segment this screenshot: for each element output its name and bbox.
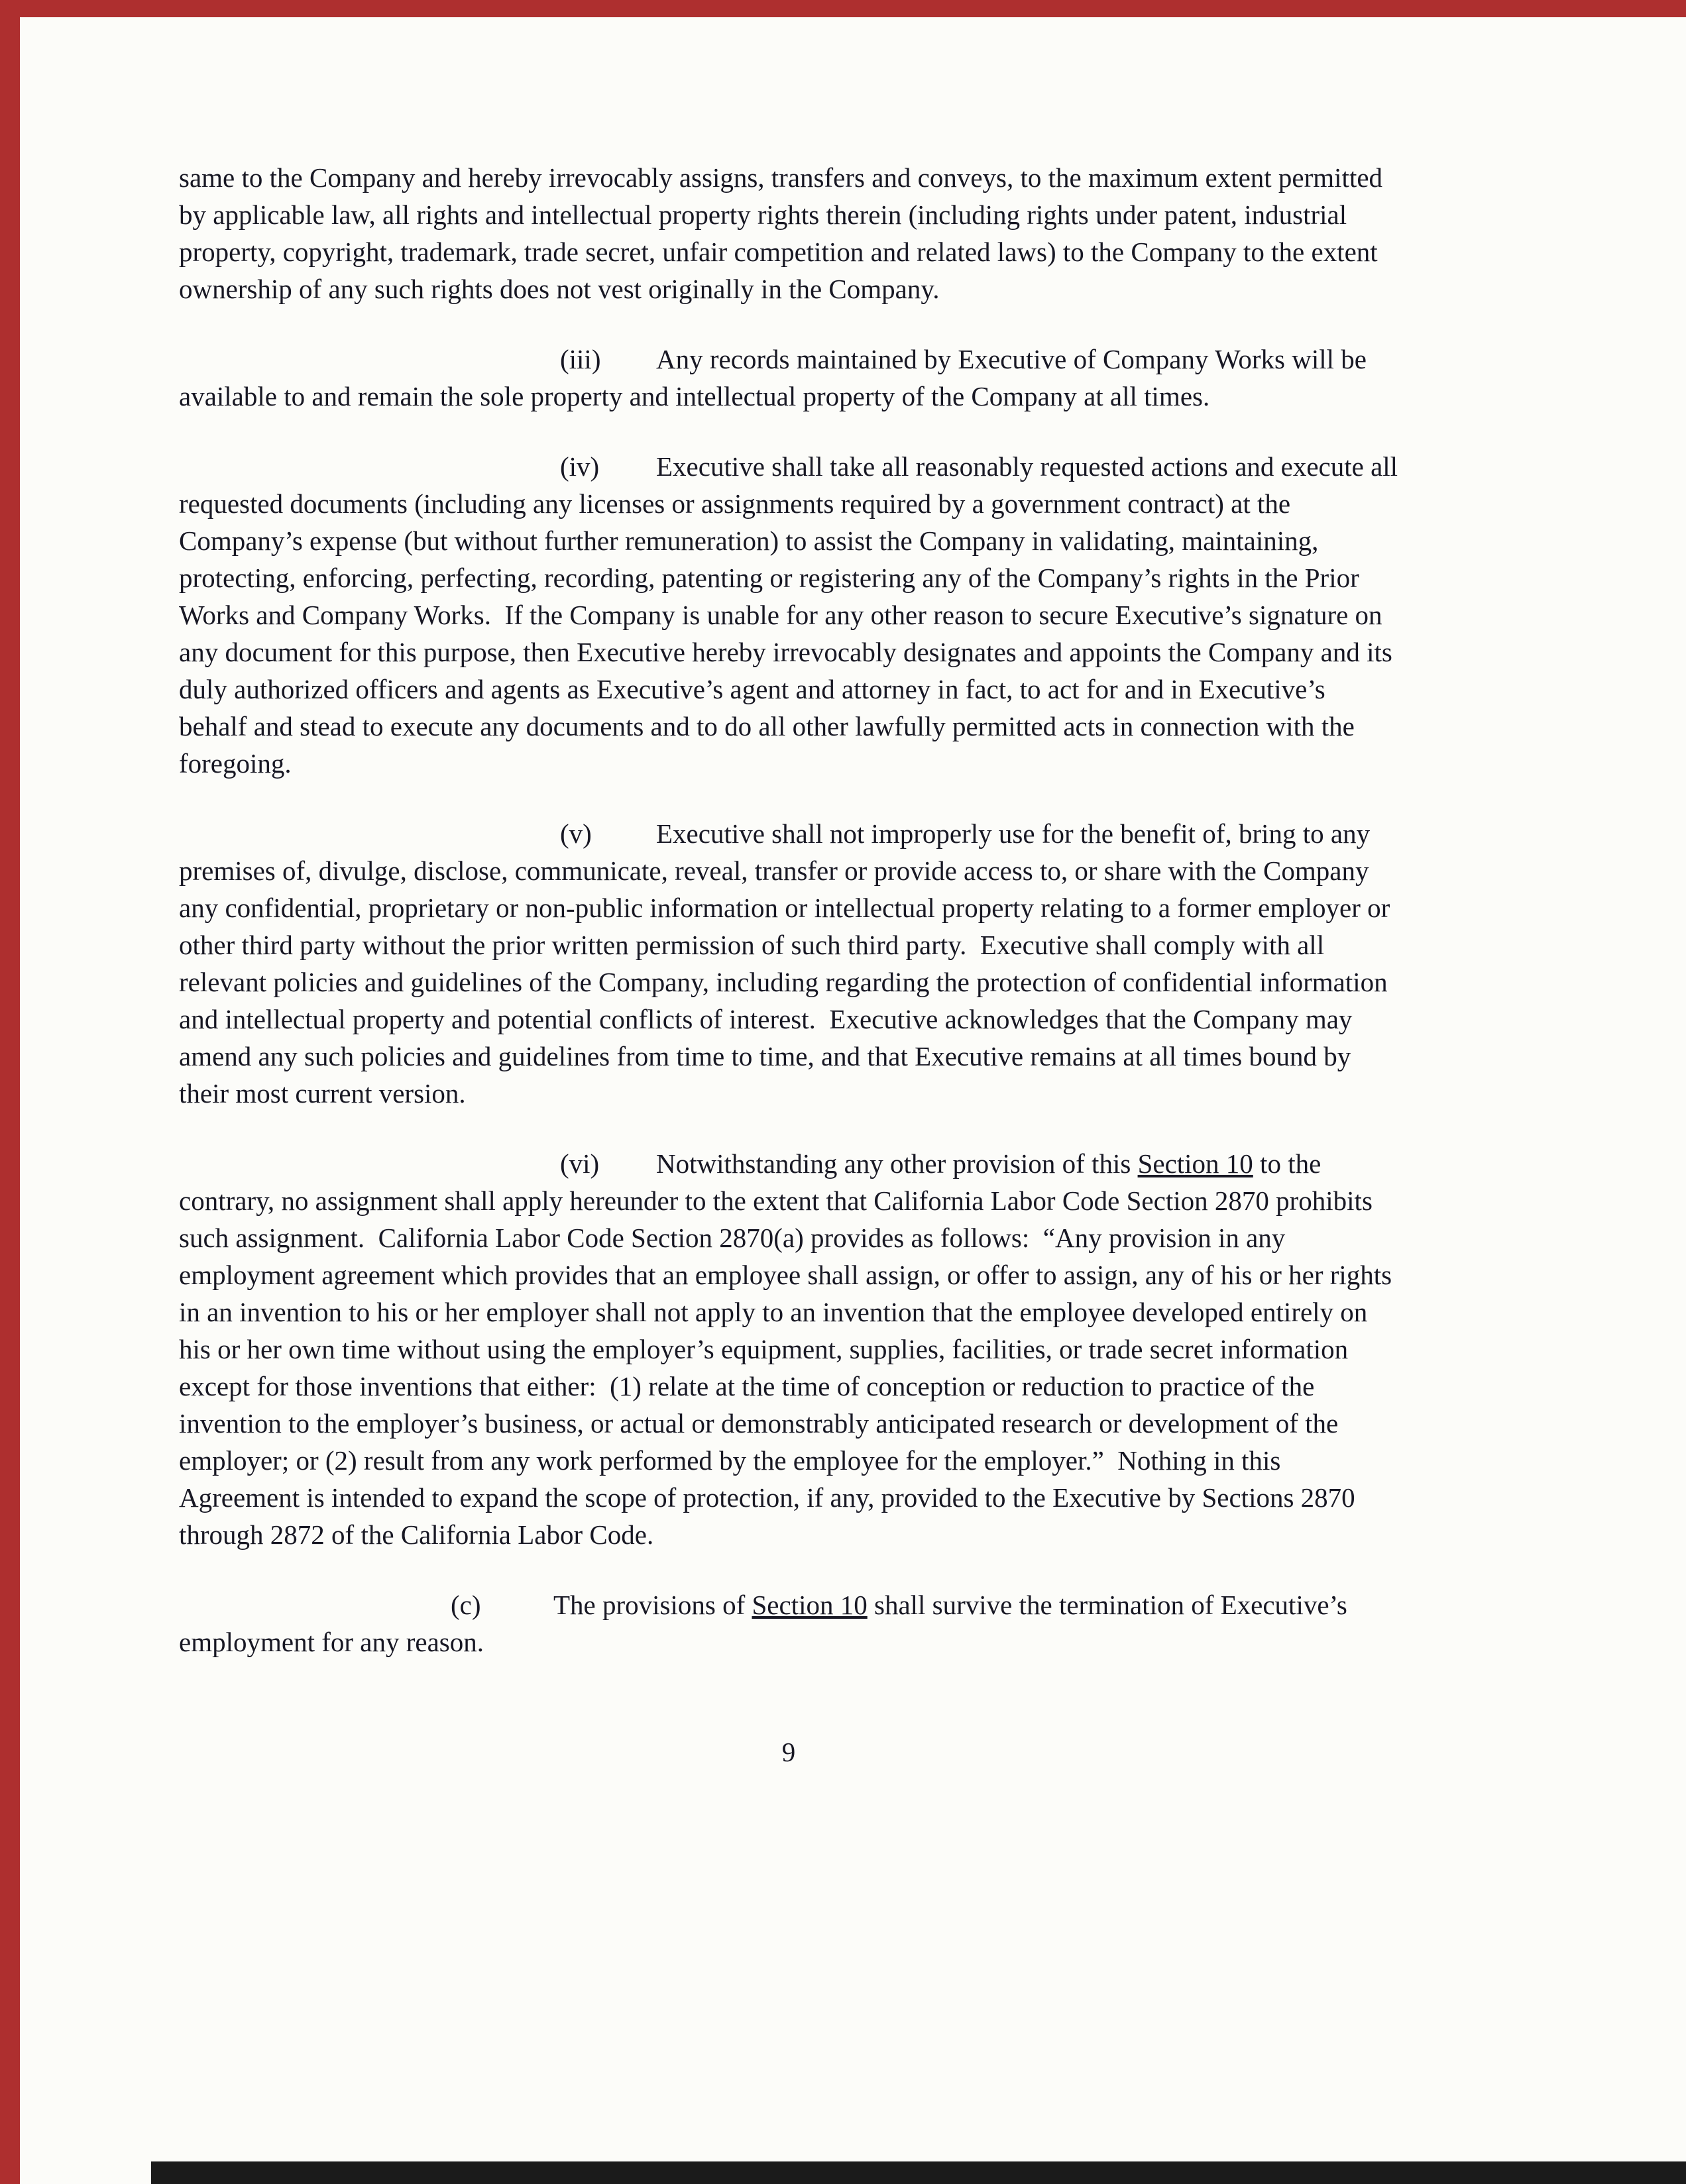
scan-edge-bottom — [151, 2161, 1686, 2184]
paragraph-text: Any records maintained by Executive of Company Works will be available to and remain the sole property and intellectual property of the Company at all times. — [179, 344, 1374, 411]
paragraph-text: The provisions of Section 10 shall survive the termination of Executive’s employment for any reason. — [179, 1590, 1355, 1657]
paragraph-text: Notwithstanding any other provision of this Section 10 to the contrary, no assignment shall apply hereunder to the extent that California Labor Code Section 2870 prohibits such assignment. California Labor Code Section 2870(a) provides as follows: “Any provision in any employment agreement which provides that an employee shall assign, or offer to assign, any of his or her rights in an invention to his or her employer shall not apply to an invention that the employee developed entirely on his or her own time without using the employer’s equipment, supplies, facilities, or trade secret information except for those inventions that either: (1) relate at the time of conception or reduction to practice of the invention to the employer’s business, or actual or demonstrably anticipated research or development of the employer; or (2) result from any work performed by the employee for the employer.” Nothing in this Agreement is intended to expand the scope of protection, if any, provided to the Executive by Sections 2870 through 2872 of the California Labor Code. — [179, 1148, 1399, 1550]
scan-edge-top — [0, 0, 1686, 17]
list-marker: (iii) — [560, 344, 601, 374]
paragraph-c — [179, 1586, 1398, 1661]
list-marker: (vi) — [560, 1148, 600, 1179]
paragraph-text: same to the Company and hereby irrevocably assigns, transfers and conveys, to the maximum extent permitted by applicable law, all rights and intellectual property rights therein (including rights under patent, industrial property, copyright, trademark, trade secret, unfair competition and related laws) to the Company to the extent ownership of any such rights does not vest originally in the Company. — [179, 162, 1390, 304]
paragraph-continuation — [179, 159, 1398, 307]
list-marker: (v) — [560, 818, 592, 849]
paragraph-text: Executive shall not improperly use for the benefit of, bring to any premises of, divulge, disclose, communicate, reveal, transfer or provide access to, or share with the Company any confidential, proprietary or non-public information or intellectual property relating to a former employer or other third party without the prior written permission of such third party. Executive shall comply with all relevant policies and guidelines of the Company, including regarding the protection of confidential information and intellectual property and potential conflicts of interest. Executive acknowledges that the Company may amend any such policies and guidelines from time to time, and that Executive remains at all times bound by their most current version. — [179, 818, 1397, 1109]
paragraph-v — [179, 815, 1398, 1112]
list-marker: (c) — [451, 1590, 481, 1620]
document-body — [179, 159, 1405, 1771]
paragraph-text: Executive shall take all reasonably requested actions and execute all requested documents (including any licenses or assignments required by a government contract) at the Company’s expense (but without further remuneration) to assist the Company in validating, maintaining, protecting, enforcing, perfecting, recording, patenting or registering any of the Company’s rights in the Prior Works and Company Works. If the Company is unable for any other reason to secure Executive’s signature on any document for this purpose, then Executive hereby irrevocably designates and appoints the Company and its duly authorized officers and agents as Executive’s agent and attorney in fact, to act for and in Executive’s behalf and stead to execute any documents and to do all other lawfully permitted acts in connection with the foregoing. — [179, 451, 1405, 779]
list-marker: (iv) — [560, 451, 600, 482]
paragraph-iii — [179, 341, 1398, 415]
scan-edge-left — [0, 0, 20, 2184]
page-number: 9 — [781, 1737, 796, 1767]
paragraph-vi — [179, 1145, 1398, 1553]
paragraph-iv — [179, 448, 1405, 782]
